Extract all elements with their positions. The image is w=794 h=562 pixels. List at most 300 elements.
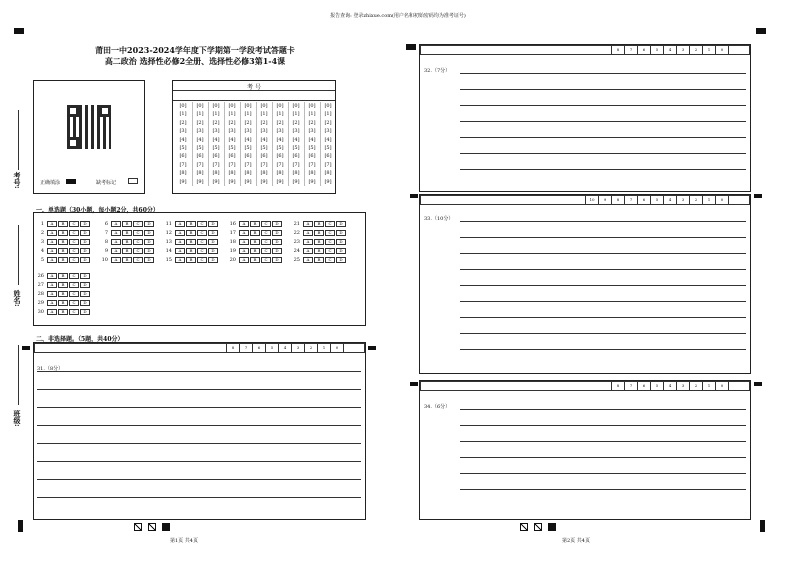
answer-line[interactable] [460, 221, 746, 222]
mcq-option-bubble[interactable]: D [336, 221, 346, 227]
mcq-option-bubble[interactable]: A [239, 257, 249, 263]
id-digit-bubble[interactable]: [6] [228, 153, 236, 160]
id-digit-bubble[interactable]: [2] [276, 119, 284, 126]
mcq-option-bubble[interactable]: B [122, 248, 132, 254]
id-digit-bubble[interactable]: [1] [260, 111, 268, 118]
id-digit-bubble[interactable]: [6] [212, 153, 220, 160]
mcq-option-bubble[interactable]: A [47, 300, 57, 306]
id-digit-bubble[interactable]: [9] [260, 178, 268, 185]
id-digit-bubble[interactable]: [2] [324, 119, 332, 126]
id-digit-bubble[interactable]: [1] [179, 111, 187, 118]
id-digit-bubble[interactable]: [4] [228, 136, 236, 143]
mcq-option-bubble[interactable]: A [175, 248, 185, 254]
score-digit[interactable]: 3 [676, 382, 689, 390]
mcq-option-bubble[interactable]: C [133, 230, 143, 236]
mcq-number: 29 [37, 300, 44, 306]
id-digit-bubble[interactable]: [3] [228, 128, 236, 135]
score-digit[interactable]: 6 [637, 382, 650, 390]
id-digit-bubble[interactable]: [9] [324, 178, 332, 185]
score-digit[interactable]: 6 [252, 344, 265, 352]
mcq-option-bubble[interactable]: B [58, 273, 68, 279]
id-digit-bubble[interactable]: [4] [260, 136, 268, 143]
id-digit-bubble[interactable]: [0] [212, 103, 220, 109]
answer-line[interactable] [460, 285, 746, 286]
id-digit-bubble[interactable]: [3] [179, 128, 187, 135]
answer-line[interactable] [460, 105, 746, 106]
mcq-number: 21 [293, 221, 300, 227]
mcq-option-bubble[interactable]: D [144, 257, 154, 263]
mcq-option-bubble[interactable]: C [261, 221, 271, 227]
mcq-option-bubble[interactable]: C [197, 257, 207, 263]
id-digit-bubble[interactable]: [0] [276, 103, 284, 109]
id-digit-bubble[interactable]: [4] [179, 136, 187, 143]
mcq-option-bubble[interactable]: D [80, 230, 90, 236]
mcq-option-bubble[interactable]: B [58, 291, 68, 297]
mcq-option-bubble[interactable]: A [111, 257, 121, 263]
id-digit-bubble[interactable]: [7] [308, 161, 316, 168]
mcq-option-bubble[interactable]: B [186, 257, 196, 263]
mcq-option-bubble[interactable]: D [144, 221, 154, 227]
mcq-option-bubble[interactable]: C [197, 248, 207, 254]
score-digit[interactable]: 3 [291, 344, 304, 352]
mcq-option-bubble[interactable]: D [336, 230, 346, 236]
mcq-option-bubble[interactable]: D [80, 239, 90, 245]
score-digit[interactable]: 5 [265, 344, 278, 352]
mcq-number: 14 [165, 248, 172, 254]
mcq-option-bubble[interactable]: C [261, 239, 271, 245]
mcq-option-bubble[interactable]: C [261, 257, 271, 263]
mcq-option-bubble[interactable]: D [272, 221, 282, 227]
mcq-option-bubble[interactable]: D [336, 257, 346, 263]
id-digit-bubble[interactable]: [1] [244, 111, 252, 118]
id-digit-bubble[interactable]: [9] [244, 178, 252, 185]
mcq-option-bubble[interactable]: C [69, 257, 79, 263]
mcq-option-bubble[interactable]: C [69, 282, 79, 288]
mcq-option-bubble[interactable]: C [69, 221, 79, 227]
id-digit-bubble[interactable]: [5] [212, 145, 220, 152]
id-digit-bubble[interactable]: [7] [244, 161, 252, 168]
id-digit-bubble[interactable]: [3] [292, 128, 300, 135]
id-digit-bubble[interactable]: [6] [292, 153, 300, 160]
mcq-option-bubble[interactable]: B [314, 248, 324, 254]
id-digit-bubble[interactable]: [7] [196, 161, 204, 168]
score-digit[interactable]: 4 [663, 382, 676, 390]
id-digit-bubble[interactable]: [5] [276, 145, 284, 152]
page-title: 莆田一中2023-2024学年度下学期第一学段考试答题卡 [95, 45, 295, 55]
id-digit-bubble[interactable]: [2] [260, 119, 268, 126]
id-digit-bubble[interactable]: [3] [276, 128, 284, 135]
answer-line[interactable] [460, 301, 746, 302]
id-digit-bubble[interactable]: [4] [244, 136, 252, 143]
answer-box-32 [419, 44, 751, 192]
mcq-option-bubble[interactable]: A [303, 230, 313, 236]
mcq-option-bubble[interactable]: D [336, 239, 346, 245]
answer-line[interactable] [460, 457, 746, 458]
mcq-number: 5 [40, 257, 44, 263]
id-digit-bubble[interactable]: [5] [308, 145, 316, 152]
mcq-option-bubble[interactable]: C [197, 221, 207, 227]
id-digit-bubble[interactable]: [9] [308, 178, 316, 185]
id-grid-header: 考 号 [247, 84, 261, 91]
mcq-option-bubble[interactable]: C [325, 221, 335, 227]
mcq-option-bubble[interactable]: A [239, 248, 249, 254]
id-digit-bubble[interactable]: [5] [244, 145, 252, 152]
mcq-option-bubble[interactable]: C [69, 300, 79, 306]
mcq-option-bubble[interactable]: A [47, 221, 57, 227]
id-digit-bubble[interactable]: [7] [228, 161, 236, 168]
id-digit-bubble[interactable]: [1] [308, 111, 316, 118]
mcq-option-bubble[interactable]: D [80, 291, 90, 297]
mcq-option-bubble[interactable]: D [208, 221, 218, 227]
score-digit[interactable]: 2 [689, 46, 702, 54]
mcq-option-bubble[interactable]: B [250, 257, 260, 263]
id-digit-bubble[interactable]: [9] [212, 178, 220, 185]
id-digit-bubble[interactable]: [5] [324, 145, 332, 152]
id-digit-bubble[interactable]: [2] [179, 119, 187, 126]
mcq-option-bubble[interactable]: C [133, 221, 143, 227]
mcq-option-bubble[interactable]: A [303, 221, 313, 227]
id-digit-bubble[interactable]: [8] [228, 170, 236, 177]
answer-line[interactable] [460, 73, 746, 74]
mcq-number: 15 [165, 257, 172, 263]
id-digit-bubble[interactable]: [1] [292, 111, 300, 118]
mcq-option-bubble[interactable]: C [325, 248, 335, 254]
page-subtitle: 高二政治 选择性必修2全册、选择性必修3第1-4课 [104, 56, 286, 66]
id-digit-bubble[interactable]: [7] [260, 161, 268, 168]
mcq-option-bubble[interactable]: C [261, 230, 271, 236]
id-digit-bubble[interactable]: [8] [276, 170, 284, 177]
mcq-option-bubble[interactable]: A [47, 282, 57, 288]
id-digit-bubble[interactable]: [8] [260, 170, 268, 177]
mcq-option-bubble[interactable]: A [303, 248, 313, 254]
id-digit-bubble[interactable]: [7] [212, 161, 220, 168]
mcq-option-bubble[interactable]: D [80, 309, 90, 315]
mcq-option-bubble[interactable]: A [303, 239, 313, 245]
mcq-option-bubble[interactable]: D [336, 248, 346, 254]
answer-line[interactable] [460, 473, 746, 474]
mcq-option-bubble[interactable]: B [58, 221, 68, 227]
mcq-option-bubble[interactable]: C [69, 273, 79, 279]
id-digit-bubble[interactable]: [9] [292, 178, 300, 185]
mcq-option-bubble[interactable]: B [58, 248, 68, 254]
mcq-option-bubble[interactable]: B [314, 257, 324, 263]
score-digit[interactable]: 9 [598, 196, 611, 204]
id-digit-bubble[interactable]: [3] [244, 128, 252, 135]
answer-line[interactable] [460, 409, 746, 410]
mcq-option-bubble[interactable]: B [58, 239, 68, 245]
score-bar-33[interactable] [420, 195, 750, 205]
mcq-option-bubble[interactable]: D [144, 230, 154, 236]
mcq-option-bubble[interactable]: B [58, 300, 68, 306]
id-digit-bubble[interactable]: [6] [179, 153, 187, 160]
mcq-option-bubble[interactable]: B [58, 230, 68, 236]
score-digit[interactable]: 7 [239, 344, 252, 352]
mcq-option-bubble[interactable]: B [122, 221, 132, 227]
id-digit-bubble[interactable]: [5] [228, 145, 236, 152]
score-digit[interactable]: 2 [689, 196, 702, 204]
score-bar-34[interactable] [420, 381, 750, 391]
id-digit-bubble[interactable]: [4] [308, 136, 316, 143]
id-digit-bubble[interactable]: [3] [308, 128, 316, 135]
id-digit-bubble[interactable]: [7] [179, 161, 187, 168]
id-digit-bubble[interactable]: [2] [292, 119, 300, 126]
id-digit-bubble[interactable]: [2] [228, 119, 236, 126]
mcq-number: 19 [229, 248, 236, 254]
score-digit[interactable]: 8 [611, 382, 624, 390]
score-digit[interactable]: 1 [702, 382, 715, 390]
id-digit-bubble[interactable]: [5] [292, 145, 300, 152]
id-digit-bubble[interactable]: [2] [244, 119, 252, 126]
id-digit-bubble[interactable]: [5] [179, 145, 187, 152]
score-digit[interactable]: 8 [611, 46, 624, 54]
id-digit-bubble[interactable]: [0] [308, 103, 316, 109]
score-digit[interactable]: 0 [715, 196, 728, 204]
mcq-option-bubble[interactable]: A [47, 257, 57, 263]
answer-line[interactable] [460, 169, 746, 170]
score-digit[interactable]: 6 [637, 196, 650, 204]
mcq-option-bubble[interactable]: D [272, 230, 282, 236]
answer-line[interactable] [460, 441, 746, 442]
mcq-option-bubble[interactable]: B [186, 239, 196, 245]
mcq-option-bubble[interactable]: C [69, 309, 79, 315]
mcq-option-bubble[interactable]: A [175, 257, 185, 263]
mcq-option-bubble[interactable]: D [144, 248, 154, 254]
id-digit-bubble[interactable]: [3] [212, 128, 220, 135]
id-digit-bubble[interactable]: [8] [292, 170, 300, 177]
mcq-option-bubble[interactable]: D [80, 282, 90, 288]
score-digit[interactable]: 2 [689, 382, 702, 390]
mcq-option-bubble[interactable]: B [58, 282, 68, 288]
id-digit-bubble[interactable]: [3] [260, 128, 268, 135]
id-digit-bubble[interactable]: [7] [276, 161, 284, 168]
mcq-option-bubble[interactable]: A [175, 239, 185, 245]
score-digit[interactable]: 7 [624, 196, 637, 204]
mcq-option-bubble[interactable]: B [122, 230, 132, 236]
mcq-option-bubble[interactable]: D [272, 248, 282, 254]
mcq-option-bubble[interactable]: C [133, 239, 143, 245]
id-digit-bubble[interactable]: [8] [179, 170, 187, 177]
mcq-option-bubble[interactable]: D [80, 300, 90, 306]
mcq-option-bubble[interactable]: A [111, 221, 121, 227]
mcq-option-bubble[interactable]: A [175, 230, 185, 236]
score-digit[interactable]: 4 [278, 344, 291, 352]
question-34-label: 34.（6分） [424, 404, 451, 410]
mcq-option-bubble[interactable]: A [47, 273, 57, 279]
score-bar-32[interactable] [420, 45, 750, 55]
mcq-option-bubble[interactable]: A [303, 257, 313, 263]
mcq-option-bubble[interactable]: D [80, 257, 90, 263]
score-digit[interactable]: 8 [611, 196, 624, 204]
mcq-option-bubble[interactable]: C [261, 248, 271, 254]
id-digit-bubble[interactable]: [6] [308, 153, 316, 160]
mcq-option-bubble[interactable]: C [69, 248, 79, 254]
score-digit[interactable]: 0 [715, 46, 728, 54]
id-digit-bubble[interactable]: [4] [212, 136, 220, 143]
answer-line[interactable] [460, 121, 746, 122]
mcq-option-bubble[interactable]: D [144, 239, 154, 245]
id-digit-bubble[interactable]: [9] [196, 178, 204, 185]
mcq-option-bubble[interactable]: B [314, 230, 324, 236]
id-digit-bubble[interactable]: [6] [324, 153, 332, 160]
id-digit-bubble[interactable]: [4] [292, 136, 300, 143]
score-digit[interactable]: 5 [650, 46, 663, 54]
mcq-option-bubble[interactable]: C [197, 239, 207, 245]
score-digit[interactable]: 2 [304, 344, 317, 352]
id-digit-bubble[interactable]: [1] [212, 111, 220, 118]
mcq-option-bubble[interactable]: D [80, 273, 90, 279]
id-digit-bubble[interactable]: [4] [324, 136, 332, 143]
id-digit-bubble[interactable]: [8] [212, 170, 220, 177]
id-digit-bubble[interactable]: [9] [228, 178, 236, 185]
slash-box-icon [520, 523, 528, 531]
answer-line[interactable] [460, 153, 746, 154]
answer-line[interactable] [460, 317, 746, 318]
mcq-option-bubble[interactable]: B [122, 257, 132, 263]
mcq-option-bubble[interactable]: A [111, 248, 121, 254]
answer-line[interactable] [460, 237, 746, 238]
id-digit-bubble[interactable]: [0] [292, 103, 300, 109]
id-digit-bubble[interactable]: [0] [228, 103, 236, 109]
id-digit-bubble[interactable]: [2] [212, 119, 220, 126]
id-digit-bubble[interactable]: [1] [324, 111, 332, 118]
id-digit-bubble[interactable]: [5] [196, 145, 204, 152]
score-digit[interactable]: 0 [330, 344, 343, 352]
answer-line[interactable] [460, 425, 746, 426]
mcq-option-bubble[interactable]: B [250, 248, 260, 254]
id-digit-bubble[interactable]: [1] [196, 111, 204, 118]
question-33-label: 33.（10分） [424, 216, 454, 222]
id-digit-bubble[interactable]: [0] [196, 103, 204, 109]
mcq-option-bubble[interactable]: C [325, 257, 335, 263]
mcq-number: 1 [40, 221, 44, 227]
score-digit[interactable]: 7 [624, 382, 637, 390]
answer-line[interactable] [460, 269, 746, 270]
mcq-option-bubble[interactable]: D [208, 239, 218, 245]
mcq-number: 7 [104, 230, 108, 236]
mcq-option-bubble[interactable]: C [325, 239, 335, 245]
mcq-option-bubble[interactable]: A [239, 221, 249, 227]
id-digit-bubble[interactable]: [8] [196, 170, 204, 177]
mcq-option-bubble[interactable]: C [133, 257, 143, 263]
answer-line[interactable] [460, 489, 746, 490]
id-digit-bubble[interactable]: [6] [196, 153, 204, 160]
id-digit-bubble[interactable]: [0] [244, 103, 252, 109]
id-digit-bubble[interactable]: [0] [260, 103, 268, 109]
mcq-option-bubble[interactable]: A [47, 239, 57, 245]
score-digit[interactable]: 0 [715, 382, 728, 390]
mcq-option-bubble[interactable]: B [250, 230, 260, 236]
score-digit[interactable]: 8 [226, 344, 239, 352]
mcq-option-bubble[interactable]: A [47, 230, 57, 236]
mcq-option-bubble[interactable]: B [250, 239, 260, 245]
mcq-option-bubble[interactable]: C [69, 230, 79, 236]
mcq-option-bubble[interactable]: B [186, 221, 196, 227]
id-digit-bubble[interactable]: [8] [244, 170, 252, 177]
id-digit-bubble[interactable]: [6] [260, 153, 268, 160]
score-digit[interactable]: 4 [663, 46, 676, 54]
xingming-label: 姓名: [13, 290, 22, 307]
score-digit[interactable]: 6 [637, 46, 650, 54]
score-digit[interactable]: 1 [702, 196, 715, 204]
mcq-option-bubble[interactable]: B [314, 239, 324, 245]
score-digit[interactable]: 5 [650, 196, 663, 204]
mcq-option-bubble[interactable]: D [80, 221, 90, 227]
id-digit-bubble[interactable]: [4] [276, 136, 284, 143]
id-digit-bubble[interactable]: [3] [324, 128, 332, 135]
score-digit[interactable]: 1 [702, 46, 715, 54]
mcq-option-bubble[interactable]: D [208, 248, 218, 254]
mcq-option-bubble[interactable]: D [272, 257, 282, 263]
mcq-option-bubble[interactable]: B [186, 248, 196, 254]
id-digit-bubble[interactable]: [2] [308, 119, 316, 126]
mcq-option-bubble[interactable]: A [111, 230, 121, 236]
id-digit-bubble[interactable]: [4] [196, 136, 204, 143]
id-digit-bubble[interactable]: [6] [244, 153, 252, 160]
mcq-option-bubble[interactable]: C [69, 239, 79, 245]
score-digit[interactable]: 3 [676, 196, 689, 204]
mcq-option-bubble[interactable]: A [239, 230, 249, 236]
score-digit[interactable]: 10 [585, 196, 598, 204]
answer-line[interactable] [460, 253, 746, 254]
mcq-option-bubble[interactable]: B [58, 309, 68, 315]
id-digit-bubble[interactable]: [1] [276, 111, 284, 118]
id-digit-bubble[interactable]: [7] [292, 161, 300, 168]
mcq-option-bubble[interactable]: C [133, 248, 143, 254]
mcq-option-bubble[interactable]: A [239, 239, 249, 245]
mcq-option-bubble[interactable]: C [325, 230, 335, 236]
section2-title: 二、非选择题。（5题，共40分） [36, 336, 124, 343]
id-digit-bubble[interactable]: [5] [260, 145, 268, 152]
mcq-option-bubble[interactable]: A [47, 248, 57, 254]
mcq-option-bubble[interactable]: A [175, 221, 185, 227]
mcq-option-bubble[interactable]: C [197, 230, 207, 236]
mcq-option-bubble[interactable]: C [69, 291, 79, 297]
answer-line[interactable] [460, 89, 746, 90]
id-digit-bubble[interactable]: [2] [196, 119, 204, 126]
mcq-option-bubble[interactable]: D [208, 230, 218, 236]
id-digit-bubble[interactable]: [8] [324, 170, 332, 177]
id-digit-bubble[interactable]: [6] [276, 153, 284, 160]
id-digit-bubble[interactable]: [0] [179, 103, 187, 109]
mcq-option-bubble[interactable]: B [122, 239, 132, 245]
id-digit-bubble[interactable]: [9] [276, 178, 284, 185]
score-digit[interactable]: 5 [650, 382, 663, 390]
mcq-option-bubble[interactable]: A [47, 309, 57, 315]
mcq-option-bubble[interactable]: D [80, 248, 90, 254]
score-digit[interactable]: 1 [317, 344, 330, 352]
answer-line[interactable] [460, 333, 746, 334]
mcq-option-bubble[interactable]: D [272, 239, 282, 245]
score-digit[interactable]: 7 [624, 46, 637, 54]
id-digit-bubble[interactable]: [3] [196, 128, 204, 135]
mcq-option-bubble[interactable]: B [58, 257, 68, 263]
mcq-option-bubble[interactable]: B [314, 221, 324, 227]
score-digit[interactable]: 4 [663, 196, 676, 204]
mcq-option-bubble[interactable]: D [208, 257, 218, 263]
answer-line[interactable] [460, 349, 746, 350]
id-digit-bubble[interactable]: [0] [324, 103, 332, 109]
id-digit-bubble[interactable]: [7] [324, 161, 332, 168]
id-digit-bubble[interactable]: [8] [308, 170, 316, 177]
mcq-option-bubble[interactable]: A [47, 291, 57, 297]
mcq-option-bubble[interactable]: B [250, 221, 260, 227]
id-digit-bubble[interactable]: [1] [228, 111, 236, 118]
id-digit-bubble[interactable]: [9] [179, 178, 187, 185]
mcq-option-bubble[interactable]: A [111, 239, 121, 245]
mcq-option-bubble[interactable]: B [186, 230, 196, 236]
answer-line[interactable] [460, 137, 746, 138]
score-digit[interactable]: 3 [676, 46, 689, 54]
